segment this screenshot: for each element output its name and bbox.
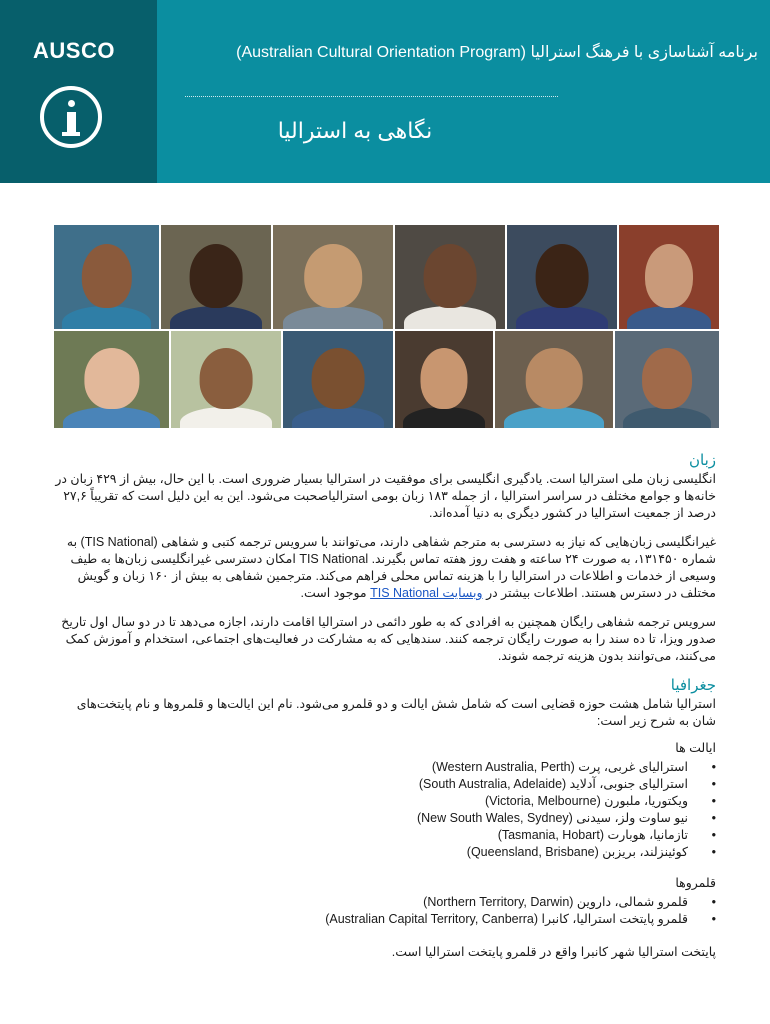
list-item: • استرالیای غربی، پرت (Western Australia, Perth): [53, 759, 688, 776]
portrait-photo: [161, 225, 271, 329]
photo-row: [54, 331, 719, 428]
people-photo-collage: [54, 225, 715, 428]
territories-title: قلمروها: [675, 876, 716, 890]
language-paragraph-2-text: غیرانگلیسی زبان‌هایی که نیاز به دسترسی به مترجم شفاهی دارند، می‌توانند با سرویس ترجمه کتبی و شفاهی (TIS National) به شماره ۱۳۱۴۵۰، به صورت ۲۴ ساعته و هفت روز هفته تماس بگیرند. TIS National امکان دسترسی غیرانگلیسی زبان‌ها به طیف وسیعی از خدمات و اطلاعات در استرالیا را با هزینه تماس محلی فراهم می‌کند. مترجمین شفاهی به بیش از ۱۶۰ زبان و گویش مختلف در دسترس هستند. اطلاعات بیشتر در: [66, 535, 716, 600]
header-divider: [185, 96, 558, 97]
portrait-photo: [273, 225, 393, 329]
section-heading-geography: جغرافیا: [670, 677, 716, 694]
list-item: • کوئینزلند، بریزبن (Queensland, Brisbane): [53, 844, 688, 861]
language-paragraph-2: [53, 534, 716, 602]
language-paragraph-2-end: موجود است.: [300, 586, 367, 600]
list-item: • قلمرو پایتخت استرالیا، کانبرا (Australian Capital Territory, Canberra): [53, 911, 688, 928]
page-title: نگاهی به استرالیا: [277, 118, 433, 143]
header-banner: [0, 0, 770, 183]
list-item: • قلمرو شمالی، داروین (Northern Territory, Darwin): [53, 894, 688, 911]
portrait-photo: [54, 331, 169, 428]
main-content: [53, 452, 716, 973]
portrait-photo: [507, 225, 617, 329]
territories-list: [53, 894, 716, 928]
list-item: • استرالیای جنوبی، آدلاید (South Australia, Adelaide): [53, 776, 688, 793]
capital-note: پایتخت استرالیا شهر کانبرا واقع در قلمرو پایتخت استرالیا است.: [391, 945, 716, 959]
list-item: • ویکتوریا، ملبورن (Victoria, Melbourne): [53, 793, 688, 810]
portrait-photo: [283, 331, 393, 428]
portrait-photo: [619, 225, 719, 329]
portrait-photo: [495, 331, 613, 428]
tis-national-link[interactable]: وبسایت TIS National: [370, 586, 483, 600]
portrait-photo: [54, 225, 159, 329]
section-heading-language: زبان: [688, 452, 716, 469]
list-item: • نیو ساوت ولز، سیدنی (New South Wales, Sydney): [53, 810, 688, 827]
photo-row: [54, 225, 719, 329]
program-title: برنامه آشناسازی با فرهنگ استرالیا (Australian Cultural Orientation Program): [236, 44, 758, 61]
language-paragraph-1: انگلیسی زبان ملی استرالیا است. یادگیری انگلیسی برای موفقیت در استرالیا بسیار ضروری است. با این حال، بیش از ۴۲۹ زبان در خانه‌ها و جوامع مختلف در سراسر استرالیا ، از جمله ۱۸۳ زبان بومی استرالیاصحبت می‌شود. این به این دلیل است که تقریباً ۲۷,۶ درصد از جمعیت استرالیا در کشور دیگری به دنیا آمده‌اند.: [55, 472, 716, 520]
list-item: • تازمانیا، هوبارت (Tasmania, Hobart): [53, 827, 688, 844]
geography-paragraph: استرالیا شامل هشت حوزه قضایی است که شامل شش ایالت و دو قلمرو می‌شود. نام این ایالت‌ها و قلمروها و نام پایتخت‌های شان به شرح زیر است:: [76, 697, 716, 728]
portrait-photo: [615, 331, 719, 428]
states-title: ایالت ها: [675, 741, 716, 755]
ausco-logo: AUSCO: [33, 38, 115, 63]
portrait-photo: [395, 225, 505, 329]
portrait-photo: [395, 331, 493, 428]
info-icon: [40, 86, 102, 148]
language-paragraph-3: سرویس ترجمه شفاهی رایگان همچنین به افرادی که به طور دائمی در استرالیا اقامت دارند، اجازه می‌دهد تا در دو سال اول تاریخ صدور ویزا، تا ده سند را به صورت رایگان ترجمه کنند. سندهایی که به مشارکت در فعالیت‌های اجتماعی، استخدام و آموزش کمک می‌کنند، می‌توانند بدون هزینه ترجمه شوند.: [61, 615, 716, 663]
portrait-photo: [171, 331, 281, 428]
states-list: [53, 759, 716, 861]
header-side-panel: [0, 0, 157, 183]
